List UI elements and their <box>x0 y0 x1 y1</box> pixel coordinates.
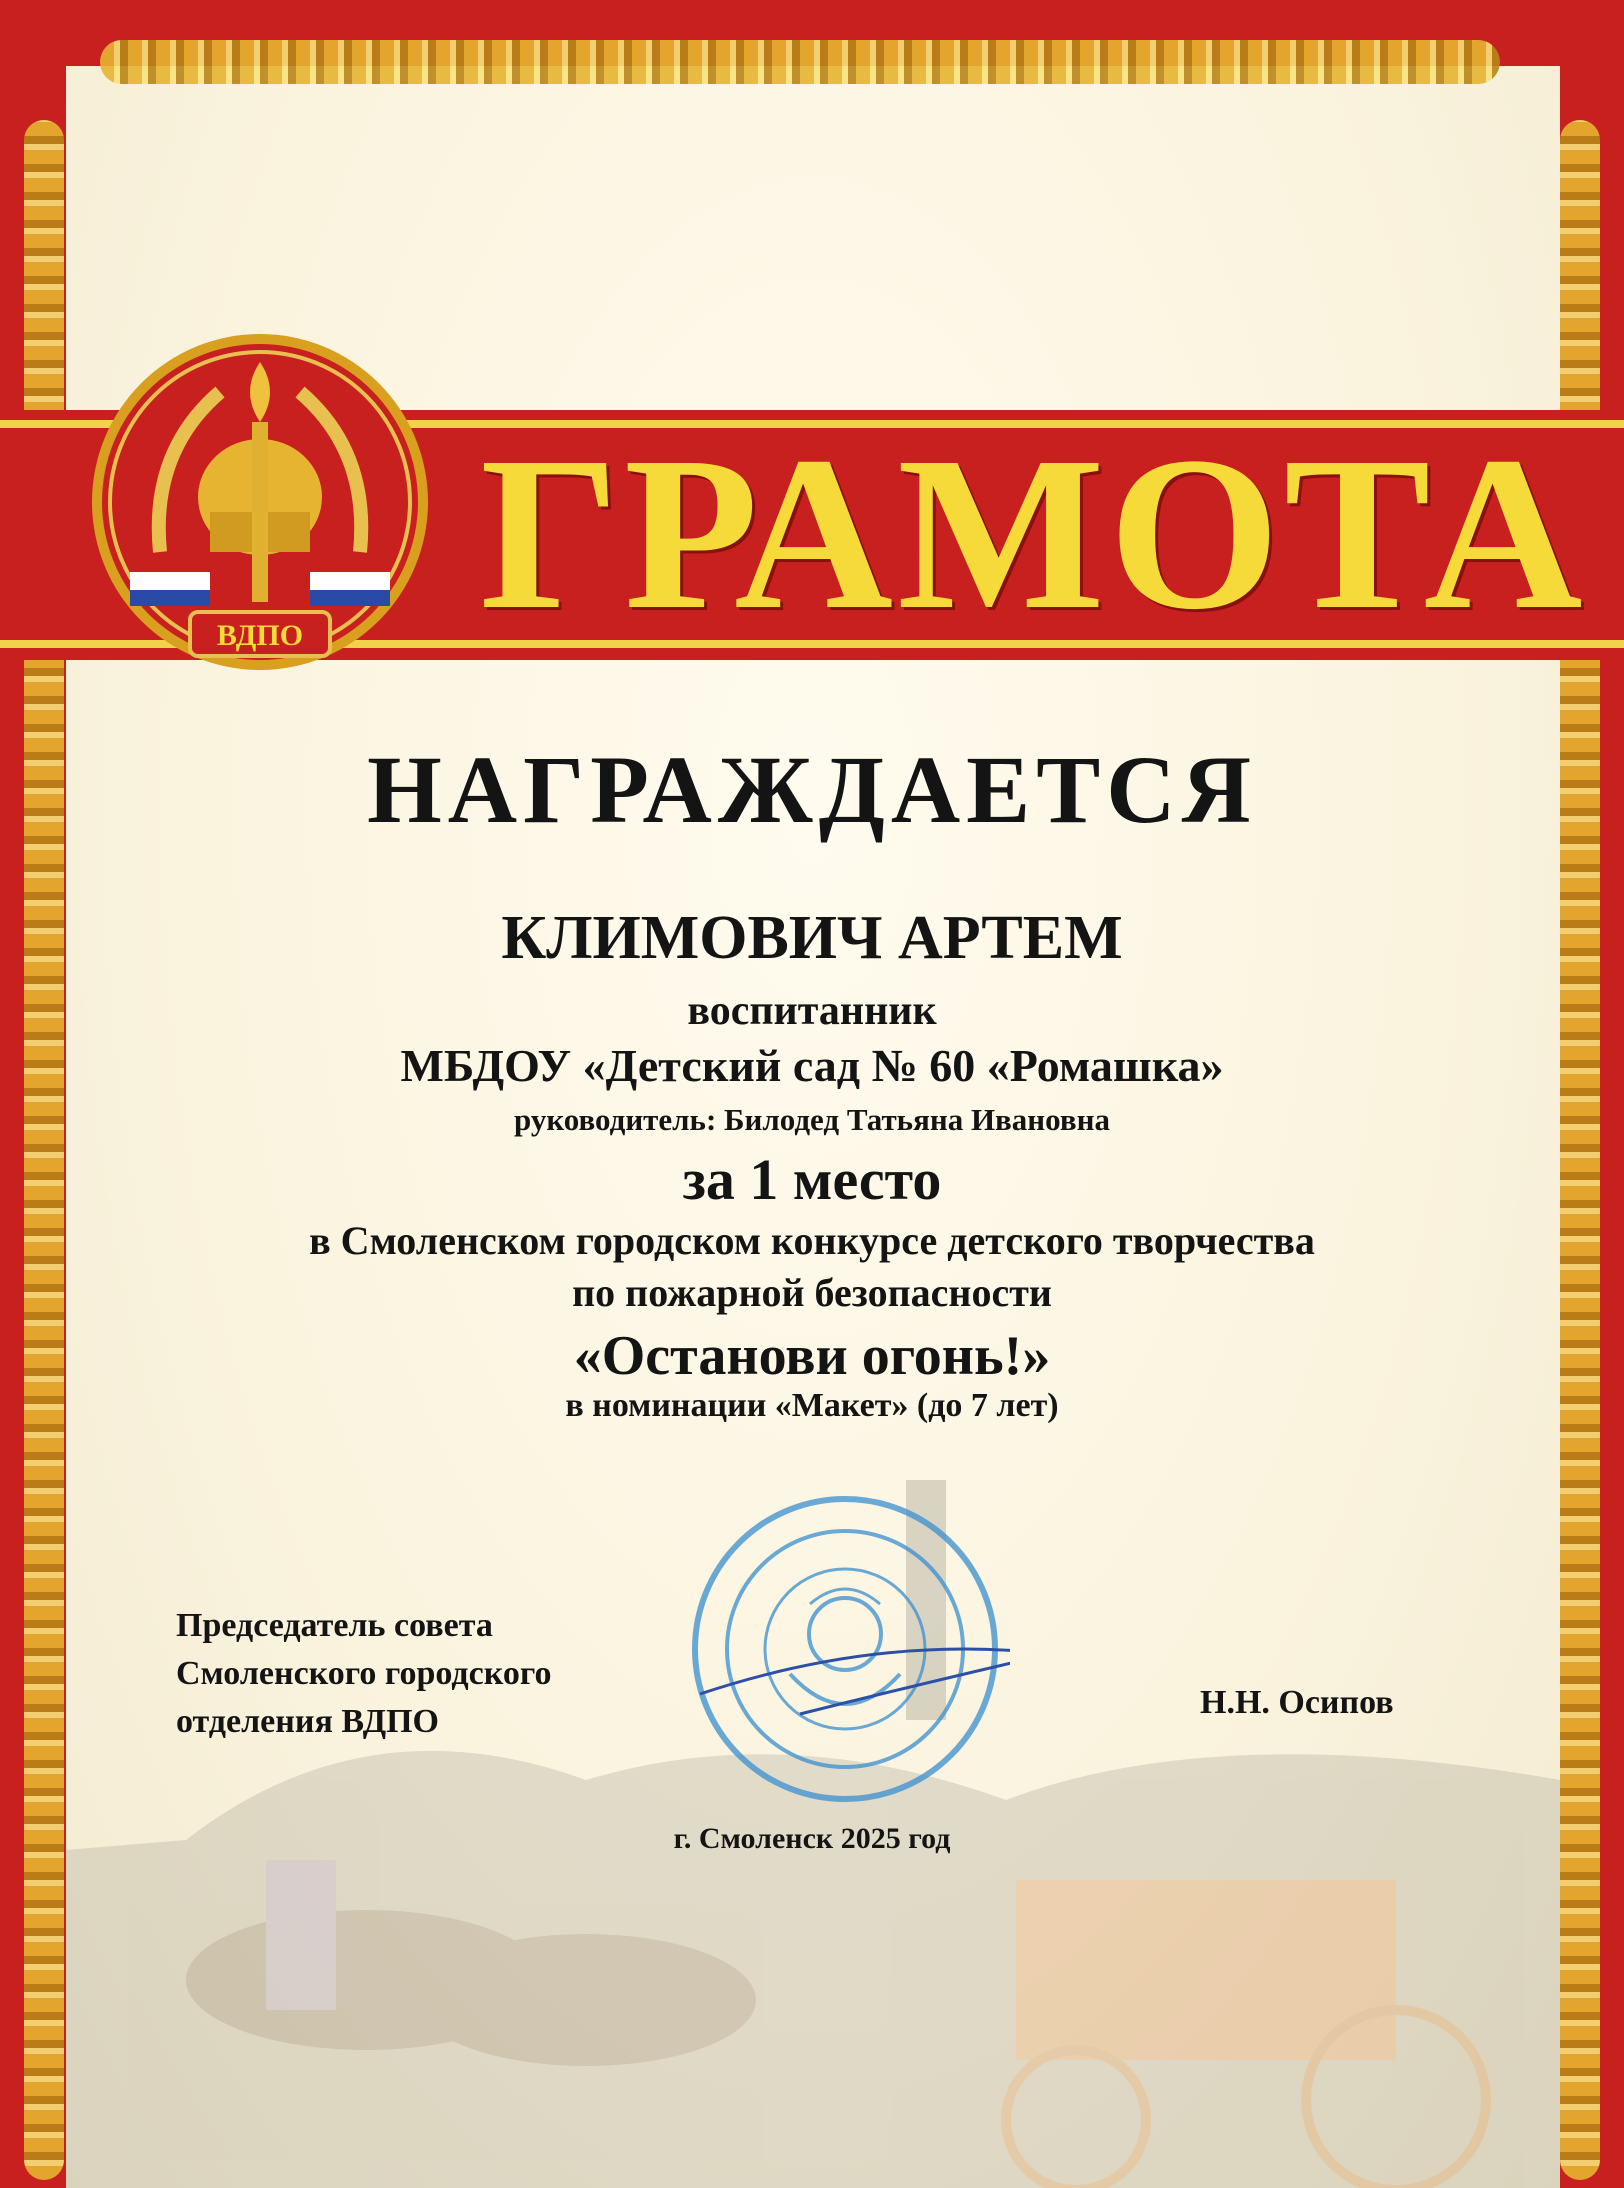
contest-line-1: в Смоленском городском конкурсе детского творчества <box>309 1218 1315 1263</box>
signer-position-line-1: Председатель совета <box>176 1607 493 1644</box>
emblem-label: ВДПО <box>216 619 304 652</box>
signer-position <box>176 1602 776 1746</box>
signer-position-line-3: отделения ВДПО <box>176 1703 440 1740</box>
supervisor-line: руководитель: Билодед Татьяна Ивановна <box>513 1102 1110 1137</box>
vdpo-emblem-icon <box>90 322 430 682</box>
ornament-border-top <box>100 40 1500 84</box>
recipient-name: КЛИМОВИЧ АРТЕМ <box>501 904 1123 972</box>
nomination-line: в номинации «Макет» (до 7 лет) <box>565 1387 1059 1424</box>
institution-name: МБДОУ «Детский сад № 60 «Ромашка» <box>400 1040 1224 1091</box>
signer-name: Н.Н. Осипов <box>1200 1684 1394 1721</box>
city-year: г. Смоленск 2025 год <box>673 1822 951 1855</box>
signer-position-line-2: Смоленского городского <box>176 1655 552 1692</box>
contest-line-2: по пожарной безопасности <box>572 1270 1052 1315</box>
place-line: за 1 место <box>682 1147 942 1212</box>
award-heading: НАГРАЖДАЕТСЯ <box>367 736 1257 843</box>
recipient-role: воспитанник <box>687 988 937 1034</box>
contest-name: «Останови огонь!» <box>573 1325 1051 1387</box>
certificate-title: ГРАМОТА <box>480 411 1587 655</box>
